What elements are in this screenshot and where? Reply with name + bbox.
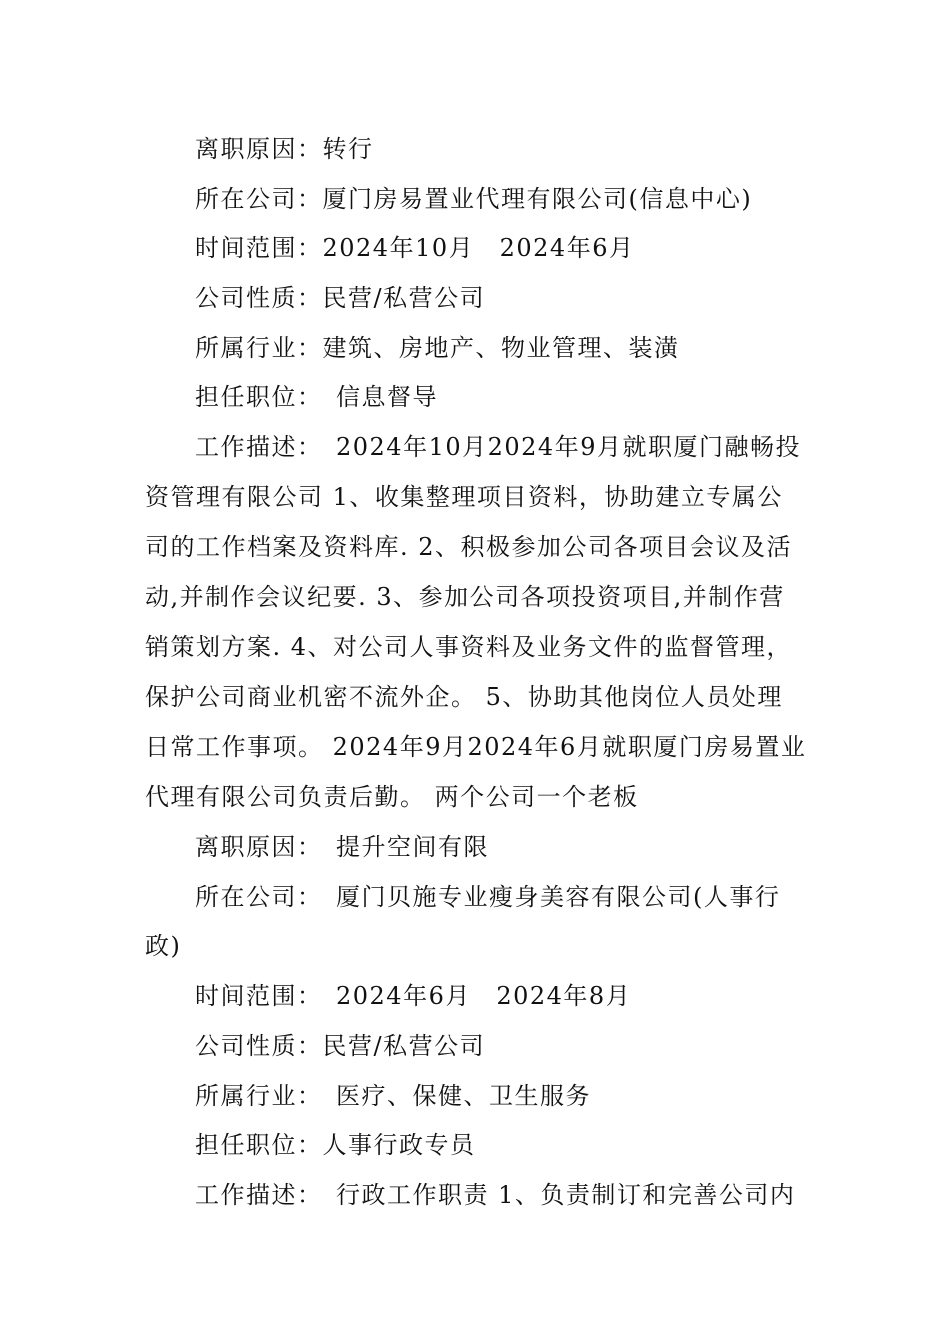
text-line-company-type-1: 公司性质：民营/私营公司 — [195, 284, 486, 312]
text-line-industry-1: 所属行业：建筑、房地产、物业管理、装潢 — [195, 334, 680, 362]
text-line-company-2-cont: 政) — [145, 932, 182, 960]
text-line-industry-2: 所属行业： 医疗、保健、卫生服务 — [195, 1082, 591, 1110]
text-line-description-7: 日常工作事项。 2024年9月2024年6月就职厦门房易置业 — [145, 733, 807, 761]
text-line-description-1: 工作描述： 2024年10月2024年9月就职厦门融畅投 — [195, 433, 801, 461]
text-line-position-1: 担任职位： 信息督导 — [195, 383, 438, 411]
text-line-description-3: 司的工作档案及资料库. 2、积极参加公司各项目会议及活 — [145, 533, 793, 561]
text-line-company-1: 所在公司：厦门房易置业代理有限公司(信息中心) — [195, 185, 753, 213]
text-line-period-1: 时间范围：2024年10月 2024年6月 — [195, 234, 635, 262]
text-line-company-2: 所在公司： 厦门贝施专业瘦身美容有限公司(人事行 — [195, 883, 781, 911]
text-line-position-2: 担任职位：人事行政专员 — [195, 1131, 476, 1159]
text-line-description-6: 保护公司商业机密不流外企。 5、协助其他岗位人员处理 — [145, 683, 783, 711]
text-line-description-8: 代理有限公司负责后勤。 两个公司一个老板 — [145, 783, 639, 811]
text-line-description-9: 工作描述： 行政工作职责 1、负责制订和完善公司内 — [195, 1181, 796, 1209]
text-line-description-5: 销策划方案. 4、对公司人事资料及业务文件的监督管理， — [145, 633, 793, 661]
text-line-period-2: 时间范围： 2024年6月 2024年8月 — [195, 982, 632, 1010]
text-line-leave-reason-1: 离职原因：转行 — [195, 135, 374, 163]
text-line-description-2: 资管理有限公司 1、收集整理项目资料，协助建立专属公 — [145, 483, 783, 511]
text-line-leave-reason-2: 离职原因： 提升空间有限 — [195, 833, 489, 861]
text-line-company-type-2: 公司性质：民营/私营公司 — [195, 1032, 486, 1060]
text-line-description-4: 动,并制作会议纪要. 3、参加公司各项投资项目,并制作营 — [145, 583, 785, 611]
